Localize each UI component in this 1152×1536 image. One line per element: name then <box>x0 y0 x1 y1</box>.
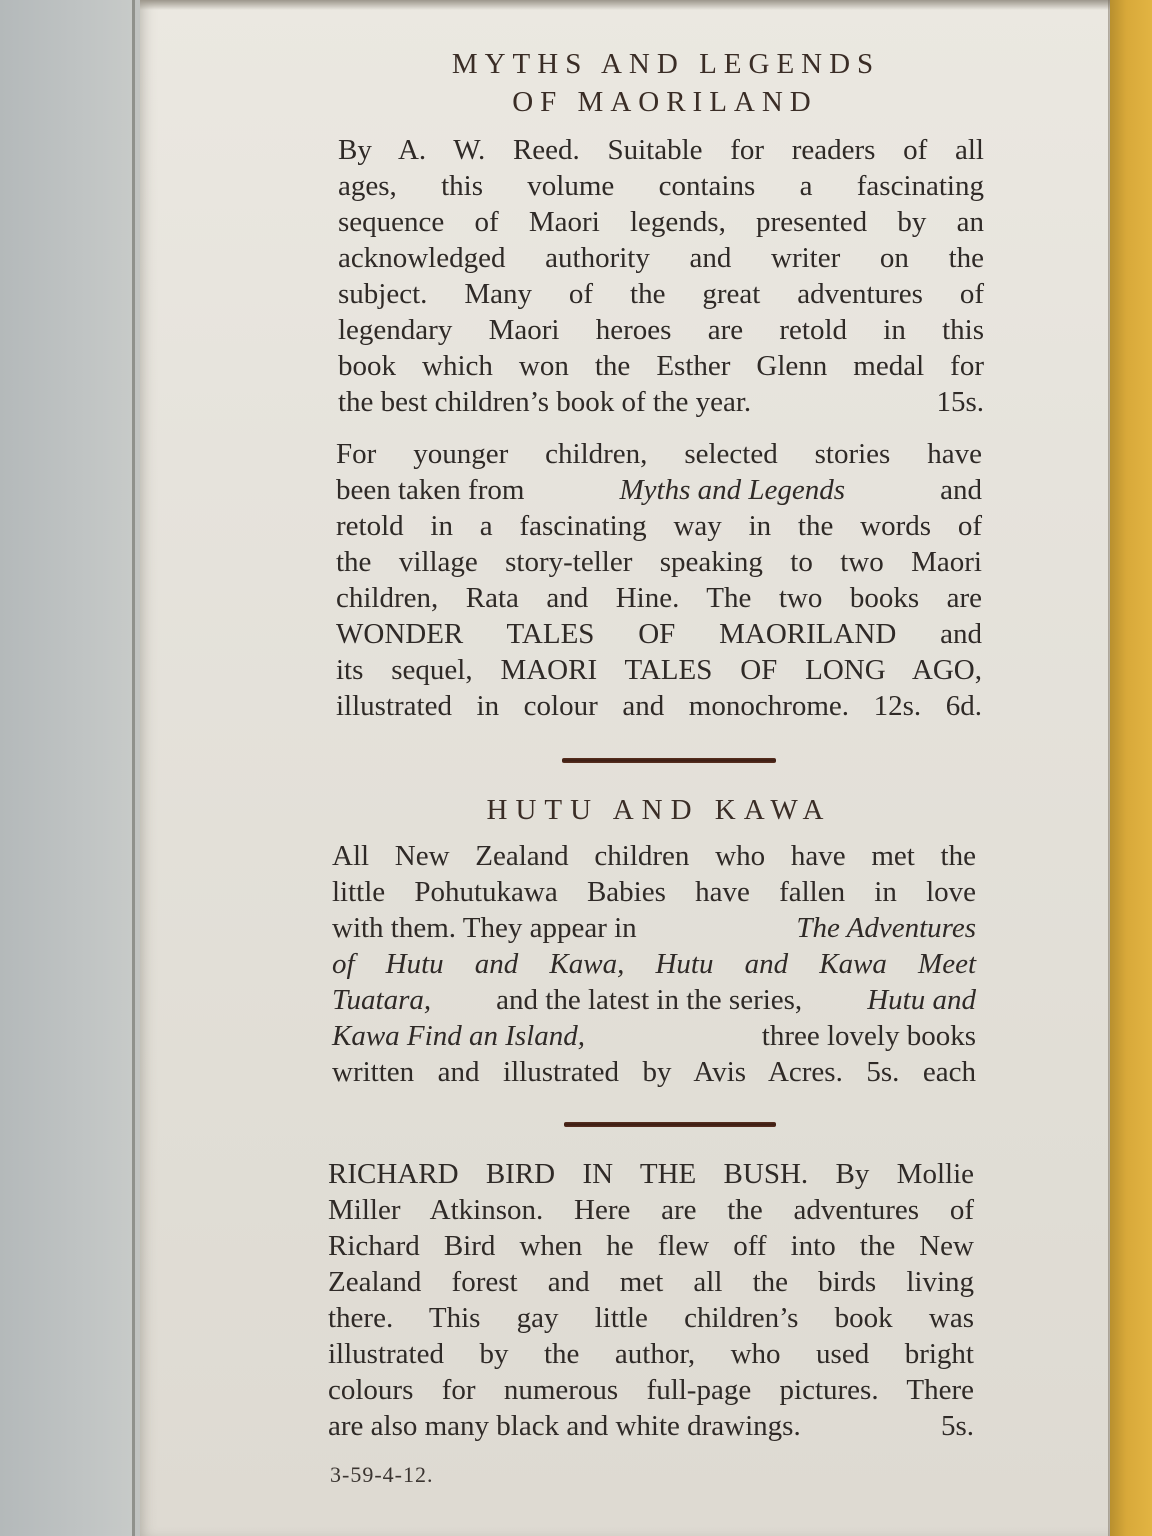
section2-line-mixed <box>332 982 976 1018</box>
para1-line: ages, this volume contains a fascinating <box>338 170 984 202</box>
page-top-edge <box>140 0 1110 10</box>
para2-line: its sequel, MAORI TALES OF LONG AGO, <box>336 654 982 686</box>
section3-line: colours for numerous full-page pictures. There <box>328 1374 974 1406</box>
book-title-italic: The Adventures <box>796 912 976 944</box>
section3-paragraph <box>328 1156 974 1444</box>
section2-line: little Pohutukawa Babies have fallen in love <box>332 876 976 908</box>
section2-text: and the latest in the series, <box>496 984 803 1016</box>
section2-text: three lovely books <box>761 1020 976 1052</box>
para2-line: children, Rata and Hine. The two books are <box>336 582 982 614</box>
para2-line: For younger children, selected stories have <box>336 438 982 470</box>
left-cover-board <box>0 0 140 1536</box>
para2-line: retold in a fascinating way in the words of <box>336 510 982 542</box>
section2-line-mixed <box>332 910 976 946</box>
section2-line: written and illustrated by Avis Acres. 5s. each <box>332 1056 976 1088</box>
para2-text: been taken from <box>336 474 525 506</box>
para1-line: sequence of Maori legends, presented by an <box>338 206 984 238</box>
book-title-italic: Hutu and <box>867 984 976 1016</box>
section2-line-mixed <box>332 1018 976 1054</box>
section2-title: HUTU AND KAWA <box>486 794 832 826</box>
para1-line: acknowledged authority and writer on the <box>338 242 984 274</box>
para1-line: legendary Maori heroes are retold in this <box>338 314 984 346</box>
book-title-italic: of Hutu and Kawa, Hutu and Kawa Meet <box>332 948 976 980</box>
section1-paragraph2 <box>336 436 982 724</box>
section3-line: illustrated by the author, who used bright <box>328 1338 974 1370</box>
section2-text: with them. They appear in <box>332 912 637 944</box>
left-cover-inner <box>0 0 135 1536</box>
right-yellow-cover <box>1110 0 1152 1536</box>
section2-line-italic <box>332 946 976 982</box>
para1-line: book which won the Esther Glenn medal for <box>338 350 984 382</box>
section3-line: RICHARD BIRD IN THE BUSH. By Mollie <box>328 1158 974 1190</box>
para1-last-line <box>338 384 984 420</box>
para1-line: subject. Many of the great adventures of <box>338 278 984 310</box>
section-divider-1 <box>562 758 776 763</box>
section3-line: Richard Bird when he flew off into the New <box>328 1230 974 1262</box>
section2-paragraph <box>332 838 976 1090</box>
para1-line: By A. W. Reed. Suitable for readers of all <box>338 134 984 166</box>
section1-title-line2: OF MAORILAND <box>512 86 818 118</box>
para1-last-text: the best children’s book of the year. <box>338 386 752 418</box>
section-divider-2 <box>564 1122 776 1127</box>
book-title-italic: Myths and Legends <box>619 474 846 506</box>
section3-last-line <box>328 1408 974 1444</box>
para2-line: the village story-teller speaking to two Maori <box>336 546 982 578</box>
para2-line: WONDER TALES OF MAORILAND and <box>336 618 982 650</box>
para1-price: 15s. <box>936 386 984 418</box>
para2-text: and <box>940 474 982 506</box>
section3-price: 5s. <box>940 1410 974 1442</box>
section3-line: Miller Atkinson. Here are the adventures of <box>328 1194 974 1226</box>
catalogue-code: 3-59-4-12. <box>330 1462 434 1487</box>
para2-line-mixed <box>336 472 982 508</box>
book-title-italic: Tuatara, <box>332 984 432 1016</box>
section3-line: Zealand forest and met all the birds living <box>328 1266 974 1298</box>
section3-last-text: are also many black and white drawings. <box>328 1410 801 1442</box>
para2-line: illustrated in colour and monochrome. 12s. 6d. <box>336 690 982 722</box>
book-title-italic: Kawa Find an Island, <box>332 1020 585 1052</box>
section1-paragraph1 <box>338 132 984 420</box>
section2-line: All New Zealand children who have met the <box>332 840 976 872</box>
section1-title-line1: MYTHS AND LEGENDS <box>451 48 881 80</box>
section3-line: there. This gay little children’s book was <box>328 1302 974 1334</box>
